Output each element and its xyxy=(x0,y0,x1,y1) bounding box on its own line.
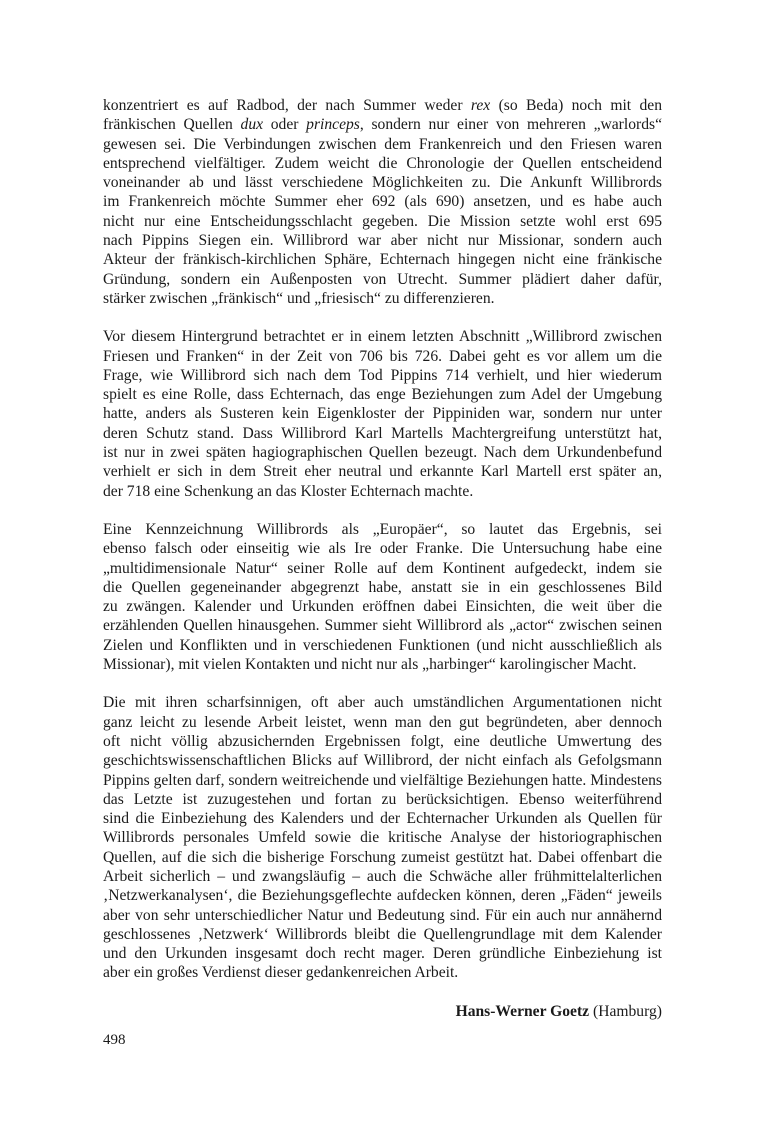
text-line: voneinander ab und lässt verschiedene Möglichkeiten zu. Die Ankunft Willibrords xyxy=(103,174,662,192)
text-line: hatte, anders als Susteren kein Eigenkloster der Pippiniden war, sondern nur unter xyxy=(103,405,662,423)
text-line: ganz leicht zu lesende Arbeit leistet, wenn man den gut begründeten, aber dennoch xyxy=(103,713,662,731)
text-line: und den Urkunden insgesamt doch recht mager. Deren gründliche Einbeziehung ist xyxy=(103,945,662,963)
text-line: Friesen und Franken“ in der Zeit von 706 bis 726. Dabei geht es vor allem um die xyxy=(103,347,662,365)
text-line: Quellen, auf die sich die bisherige Forschung zumeist gestützt hat. Dabei offenbart die xyxy=(103,848,662,866)
text-line: aber von sehr unterschiedlicher Natur und Bedeutung sind. Für ein auch nur annähernd xyxy=(103,906,662,924)
text-line: Arbeit sicherlich – und zwangsläufig – auch die Schwäche aller frühmittelalterlichen xyxy=(103,867,662,885)
paragraph xyxy=(103,327,662,501)
text-line: aber ein großes Verdienst dieser gedankenreichen Arbeit. xyxy=(103,964,459,982)
text-line: ebenso falsch oder einseitig wie als Ire oder Franke. Die Untersuchung habe eine xyxy=(103,540,662,558)
text-line: Missionar), mit vielen Kontakten und nicht nur als „harbinger“ karolingischer Macht. xyxy=(103,656,637,674)
text-line: Pippins gelten darf, sondern weitreichende und vielfältige Beziehungen hatte. Mindestens xyxy=(103,771,662,789)
review-text xyxy=(103,96,662,983)
paragraph xyxy=(103,520,662,674)
text-line: Gründung, sondern ein Außenposten von Utrecht. Summer plädiert daher dafür, xyxy=(103,270,662,288)
italic-term: dux xyxy=(240,116,264,134)
paragraph xyxy=(103,96,662,308)
text-line: ist nur in zwei späten hagiographischen Quellen bezeugt. Nach dem Urkundenbefund xyxy=(103,444,662,462)
text-line: verhielt er sich in dem Streit eher neutral und erkannte Karl Martell erst später an, xyxy=(103,463,662,481)
text-line: fränkischen Quellen dux oder princeps, sondern nur einer von mehreren „warlords“ xyxy=(103,116,662,134)
text-line: der 718 eine Schenkung an das Kloster Echternach machte. xyxy=(103,482,474,500)
text-line: Zielen und Konflikten und in verschiedenen Funktionen (und nicht ausschließlich als xyxy=(103,636,662,654)
text-line: sind die Einbeziehung des Kalenders und der Echternacher Urkunden als Quellen für xyxy=(103,810,662,828)
text-line: geschichtswissenschaftlichen Blicks auf Willibrord, der nicht einfach als Gefolgsmann xyxy=(103,752,662,770)
italic-term: princeps xyxy=(306,116,360,134)
author-name: Hans-Werner Goetz xyxy=(455,1002,590,1020)
text-line: spielt es eine Rolle, dass Echternach, das enge Beziehungen zum Adel der Umgebung xyxy=(103,386,662,404)
text-line: deren Schutz stand. Dass Willibrord Karl Martells Machtergreifung unterstützt hat, xyxy=(103,424,662,442)
text-line: stärker zwischen „fränkisch“ und „friesisch“ zu differenzieren. xyxy=(103,289,495,307)
italic-term: rex xyxy=(470,97,491,114)
text-line: konzentriert es auf Radbod, der nach Summer weder rex (so Beda) noch mit den xyxy=(103,97,662,114)
text-line: nicht nur eine Entscheidungsschlacht gegeben. Die Mission setzte wohl erst 695 xyxy=(103,212,662,230)
page-number: 498 xyxy=(103,1032,126,1049)
text-line: Die mit ihren scharfsinnigen, oft aber auch umständlichen Argumentationen nicht xyxy=(103,694,662,712)
text-line: entsprechend vielfältiger. Zudem weicht die Chronologie der Quellen entscheidend xyxy=(103,154,662,172)
text-line: geschlossenes ‚Netzwerk‘ Willibrords bleibt die Quellengrundlage mit dem Kalender xyxy=(103,925,662,943)
text-line: Akteur der fränkisch-kirchlichen Sphäre, Echternach hingegen nicht eine fränkische xyxy=(103,251,662,269)
author-place: (Hamburg) xyxy=(593,1002,662,1020)
text-line: Willibrords personales Umfeld sowie die kritische Analyse der historiographischen xyxy=(103,829,662,847)
page-body xyxy=(103,96,662,1050)
text-line: nach Pippins Siegen ein. Willibrord war aber nicht nur Missionar, sondern auch xyxy=(103,232,662,250)
text-line: ‚Netzwerkanalysen‘, die Beziehungsgeflechte aufdecken können, deren „Fäden“ jeweils xyxy=(103,887,662,905)
text-line: gewesen sei. Die Verbindungen zwischen dem Frankenreich und den Friesen waren xyxy=(103,135,662,153)
text-line: im Frankenreich möchte Summer eher 692 (als 690) ansetzen, und es habe auch xyxy=(103,193,662,211)
text-line: erzählenden Quellen hinausgehen. Summer sieht Willibrord als „actor“ zwischen seinen xyxy=(103,617,662,635)
text-line: Eine Kennzeichnung Willibrords als „Europäer“, so lautet das Ergebnis, sei xyxy=(103,520,662,538)
text-line: das Letzte ist zuzugestehen und fortan zu berücksichtigen. Ebenso weiterführend xyxy=(103,790,662,808)
text-line: zu zwängen. Kalender und Urkunden eröffnen dabei Einsichten, die weit über die xyxy=(103,598,662,616)
text-line: oft nicht völlig abzusichernden Ergebnissen folgt, eine deutliche Umwertung des xyxy=(103,732,662,750)
paragraph xyxy=(103,693,662,982)
text-line: die Quellen gegeneinander abgegrenzt habe, anstatt sie in ein geschlossenes Bild xyxy=(103,578,662,596)
text-line: Frage, wie Willibrord sich nach dem Tod Pippins 714 verhielt, und hier wiederum xyxy=(103,366,662,384)
author-signature xyxy=(103,1002,662,1021)
text-line: „multidimensionale Natur“ seiner Rolle auf dem Kontinent aufgedeckt, indem sie xyxy=(103,559,662,577)
text-line: Vor diesem Hintergrund betrachtet er in einem letzten Abschnitt „Willibrord zwischen xyxy=(103,328,662,346)
